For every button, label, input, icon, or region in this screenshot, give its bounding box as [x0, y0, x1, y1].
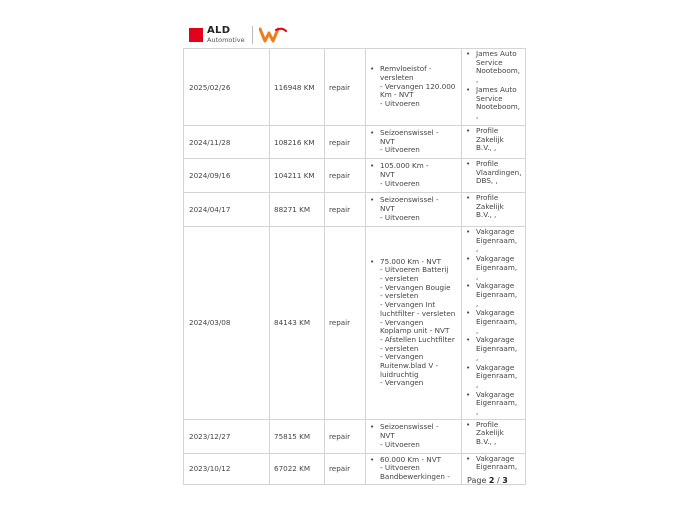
row-description [366, 159, 462, 193]
row-type: repair [325, 419, 366, 453]
row-mileage: 108216 KM [270, 126, 325, 159]
ald-red-square-icon [189, 28, 203, 42]
w-logo-icon [259, 26, 287, 44]
description-item: • Remvloeistof - versleten - Vervangen 120.000 Km - NVT - Uitvoeren [370, 65, 459, 109]
location-item: • Vakgarage Eigenraam, , [466, 255, 523, 281]
row-type: repair [325, 453, 366, 484]
row-date: 2024/11/28 [184, 126, 270, 159]
location-item: • Vakgarage Eigenraam, , [466, 364, 523, 390]
page-label: Page [467, 476, 487, 485]
location-item: • Profile Zakelijk B.V., , [466, 127, 523, 153]
location-item: • Vakgarage Eigenraam, , [466, 309, 523, 335]
row-type: repair [325, 126, 366, 159]
page-header [189, 24, 287, 46]
row-locations [462, 193, 526, 227]
row-locations [462, 126, 526, 159]
row-type: repair [325, 159, 366, 193]
ald-automotive-logo [189, 26, 245, 44]
row-mileage: 88271 KM [270, 193, 325, 227]
brand-sub: Automotive [207, 36, 245, 45]
row-description [366, 49, 462, 126]
row-mileage: 116948 KM [270, 49, 325, 126]
location-item: • Profile Vlaardingen, DBS, , [466, 160, 523, 186]
row-type: repair [325, 227, 366, 420]
page-total: 3 [502, 476, 508, 485]
row-date: 2024/04/17 [184, 193, 270, 227]
row-description [366, 126, 462, 159]
row-mileage: 67022 KM [270, 453, 325, 484]
row-date: 2024/09/16 [184, 159, 270, 193]
location-item: • Profile Zakelijk B.V., , [466, 194, 523, 220]
location-item: • Vakgarage Eigenraam, , [466, 336, 523, 362]
table-row [184, 159, 526, 193]
row-locations [462, 159, 526, 193]
row-description [366, 227, 462, 420]
row-date: 2025/02/26 [184, 49, 270, 126]
brand-name: ALD [207, 25, 231, 37]
page-current: 2 [488, 476, 495, 485]
table-row [184, 227, 526, 420]
description-item: • Seizoenswissel - NVT - Uitvoeren [370, 423, 459, 449]
table-row [184, 49, 526, 126]
table-row [184, 126, 526, 159]
row-type: repair [325, 193, 366, 227]
row-description [366, 453, 462, 484]
row-date: 2023/10/12 [184, 453, 270, 484]
row-type: repair [325, 49, 366, 126]
row-mileage: 104211 KM [270, 159, 325, 193]
location-item: • Profile Zakelijk B.V., , [466, 421, 523, 447]
page-footer [467, 476, 508, 485]
description-item: • 60.000 Km - NVT - Uitvoeren Bandbewerkingen - [370, 456, 459, 482]
row-description [366, 193, 462, 227]
maintenance-history-table [183, 48, 526, 485]
table-row [184, 419, 526, 453]
table-row [184, 193, 526, 227]
row-date: 2023/12/27 [184, 419, 270, 453]
row-description [366, 419, 462, 453]
page-separator: / [497, 476, 500, 485]
row-locations [462, 419, 526, 453]
location-item: • Vakgarage Eigenraam, , [466, 228, 523, 254]
logo-divider [252, 26, 253, 44]
description-item: • Seizoenswissel - NVT - Uitvoeren [370, 196, 459, 222]
row-mileage: 75815 KM [270, 419, 325, 453]
description-item: • 75.000 Km - NVT - Uitvoeren Batterij - versleten - Vervangen Bougie - versleten - Vervangen Int luchtfilter - versleten - Vervangen Koplamp unit - NVT - Afstellen Luchtfilter - versleten - Vervangen Ruitenw.blad V - luidruchtig - Vervangen [370, 258, 459, 389]
row-locations [462, 227, 526, 420]
row-locations [462, 49, 526, 126]
location-item: • James Auto Service Nooteboom, , [466, 86, 523, 121]
location-item: • Vakgarage Eigenraam, , [466, 391, 523, 417]
location-item: • Vakgarage Eigenraam, [466, 455, 523, 472]
row-date: 2024/03/08 [184, 227, 270, 420]
location-item: • Vakgarage Eigenraam, , [466, 282, 523, 308]
description-item: • Seizoenswissel - NVT - Uitvoeren [370, 129, 459, 155]
row-mileage: 84143 KM [270, 227, 325, 420]
description-item: • 105.000 Km - NVT - Uitvoeren [370, 162, 459, 188]
location-item: • James Auto Service Nooteboom, , [466, 50, 523, 85]
